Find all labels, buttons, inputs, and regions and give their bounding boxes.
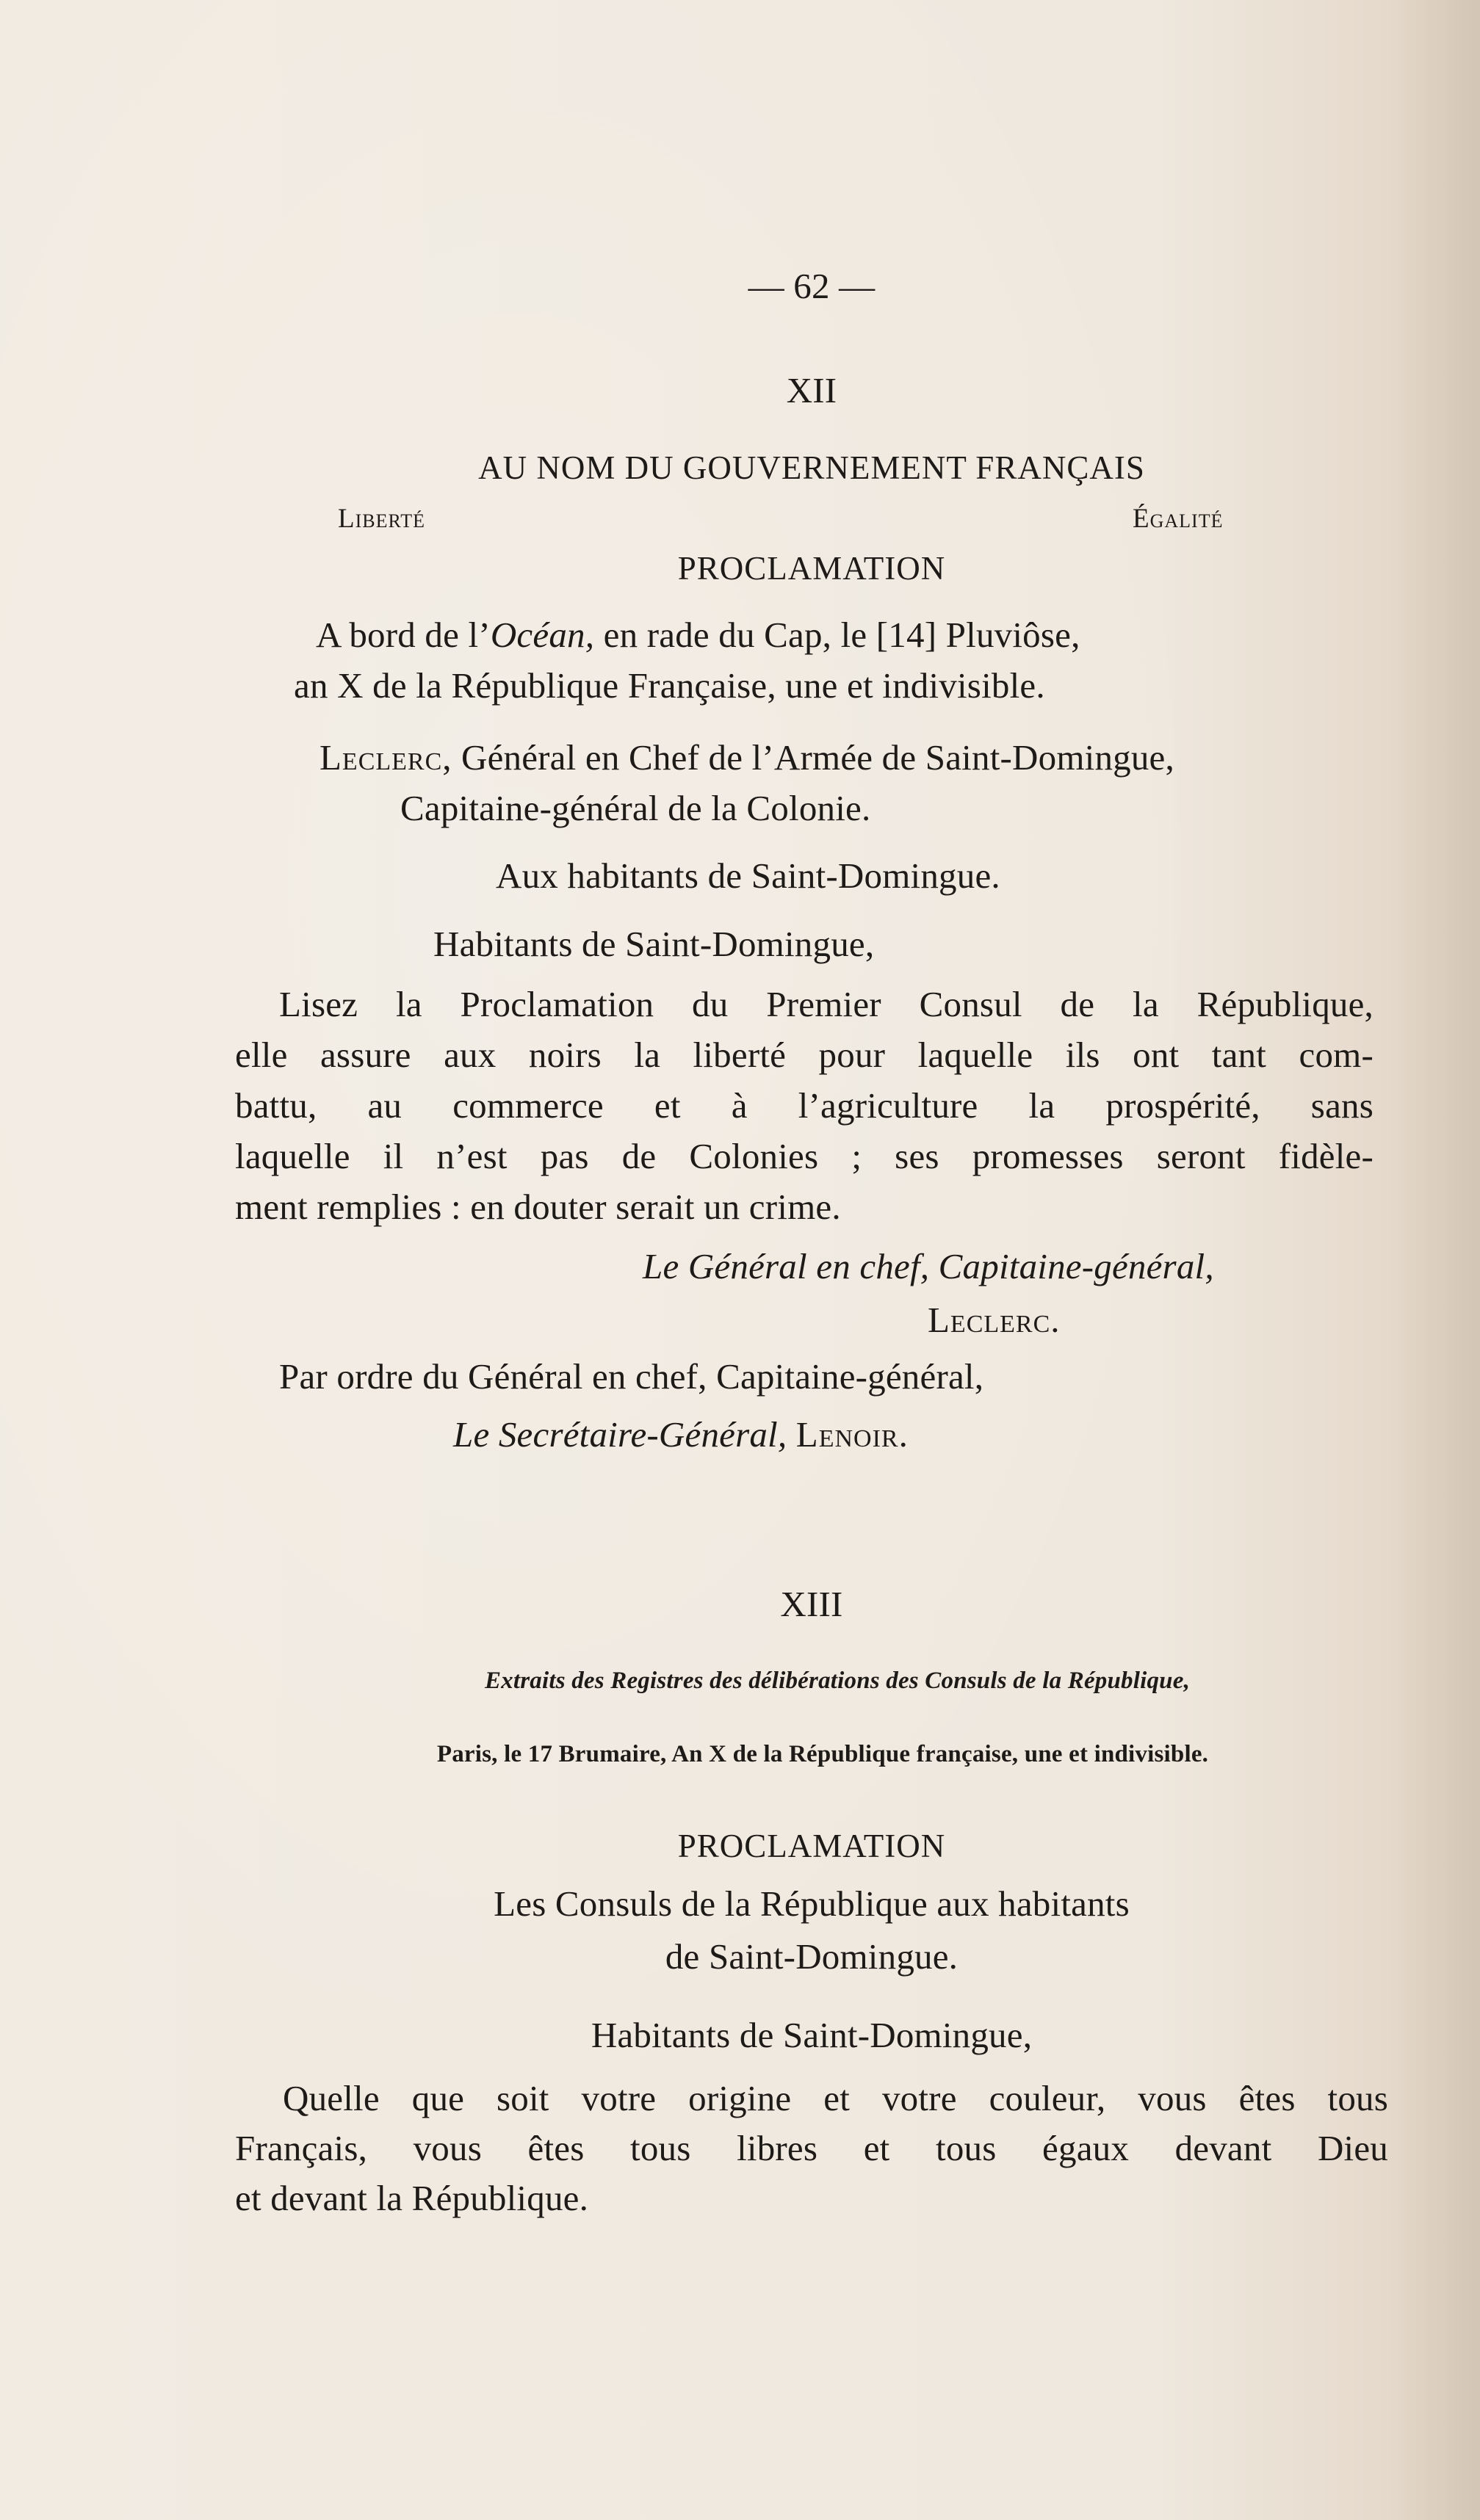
paris-line: Paris, le 17 Brumaire, An X de la République française, une et indivisible. (436, 1741, 1209, 1767)
proclamation-date-line-2: an X de la République Française, une et indivisible. (294, 665, 1045, 706)
page-number: — 62 — (748, 266, 876, 306)
government-heading: AU NOM DU GOUVERNEMENT FRANÇAIS (478, 449, 1145, 486)
body-line-xii-5: ment remplies : en douter serait un crime. (235, 1187, 841, 1227)
author-line-1 (320, 737, 1174, 778)
body-line-xiii-2: Français, vous êtes tous libres et tous égaux devant Dieu (235, 2128, 1388, 2168)
author-name: Leclerc, (320, 737, 452, 778)
secretary-title: Le Secrétaire-Général, (453, 1414, 787, 1455)
consuls-line-1: Les Consuls de la République aux habitants (494, 1883, 1130, 1924)
order-line: Par ordre du Général en chef, Capitaine-général, (279, 1356, 984, 1397)
body-line-xii-2: elle assure aux noirs la liberté pour laquelle ils ont tant com- (235, 1035, 1373, 1075)
date-line-prefix: A bord de l’ (316, 615, 491, 655)
extract-line: Extraits des Registres des délibérations des Consuls de la République, (484, 1668, 1191, 1694)
page-content (235, 0, 1388, 2520)
body-line-xii-3: battu, au commerce et à l’agriculture la prospérité, sans (235, 1085, 1373, 1126)
page-edge-shadow (1392, 0, 1480, 2520)
date-line-suffix: en rade du Cap, le [14] Pluviôse, (594, 615, 1080, 655)
secretary-line (453, 1414, 909, 1455)
salutation-xii: Habitants de Saint-Domingue, (433, 924, 875, 964)
author-line-2: Capitaine-général de la Colonie. (400, 788, 871, 828)
body-line-xii-4: laquelle il n’est pas de Colonies ; ses promesses seront fidèle- (235, 1136, 1373, 1176)
consuls-line-2: de Saint-Domingue. (665, 1936, 959, 1977)
section-xiii-numeral: XIII (780, 1584, 843, 1624)
ship-name: Océan, (490, 615, 595, 655)
motto-left: Liberté (338, 504, 426, 534)
salutation-xiii: Habitants de Saint-Domingue, (591, 2015, 1033, 2055)
body-line-xii-1: Lisez la Proclamation du Premier Consul de la République, (279, 984, 1373, 1024)
motto-right: Égalité (1133, 504, 1224, 534)
proclamation-date-line-1 (316, 617, 1080, 653)
secretary-name: Lenoir. (795, 1414, 909, 1455)
author-line-1-rest: Général en Chef de l’Armée de Saint-Domingue, (452, 737, 1174, 778)
body-line-xiii-1: Quelle que soit votre origine et votre couleur, vous êtes tous (283, 2078, 1388, 2118)
signature-name: Leclerc. (928, 1300, 1061, 1340)
proclamation-title-xii: PROCLAMATION (677, 550, 946, 587)
proclamation-title-xiii: PROCLAMATION (677, 1828, 946, 1864)
section-xii-numeral: XII (786, 370, 837, 410)
signature-title: Le Général en chef, Capitaine-général, (643, 1246, 1214, 1286)
body-line-xiii-3: et devant la République. (235, 2178, 589, 2218)
address-line: Aux habitants de Saint-Domingue. (496, 855, 1000, 896)
